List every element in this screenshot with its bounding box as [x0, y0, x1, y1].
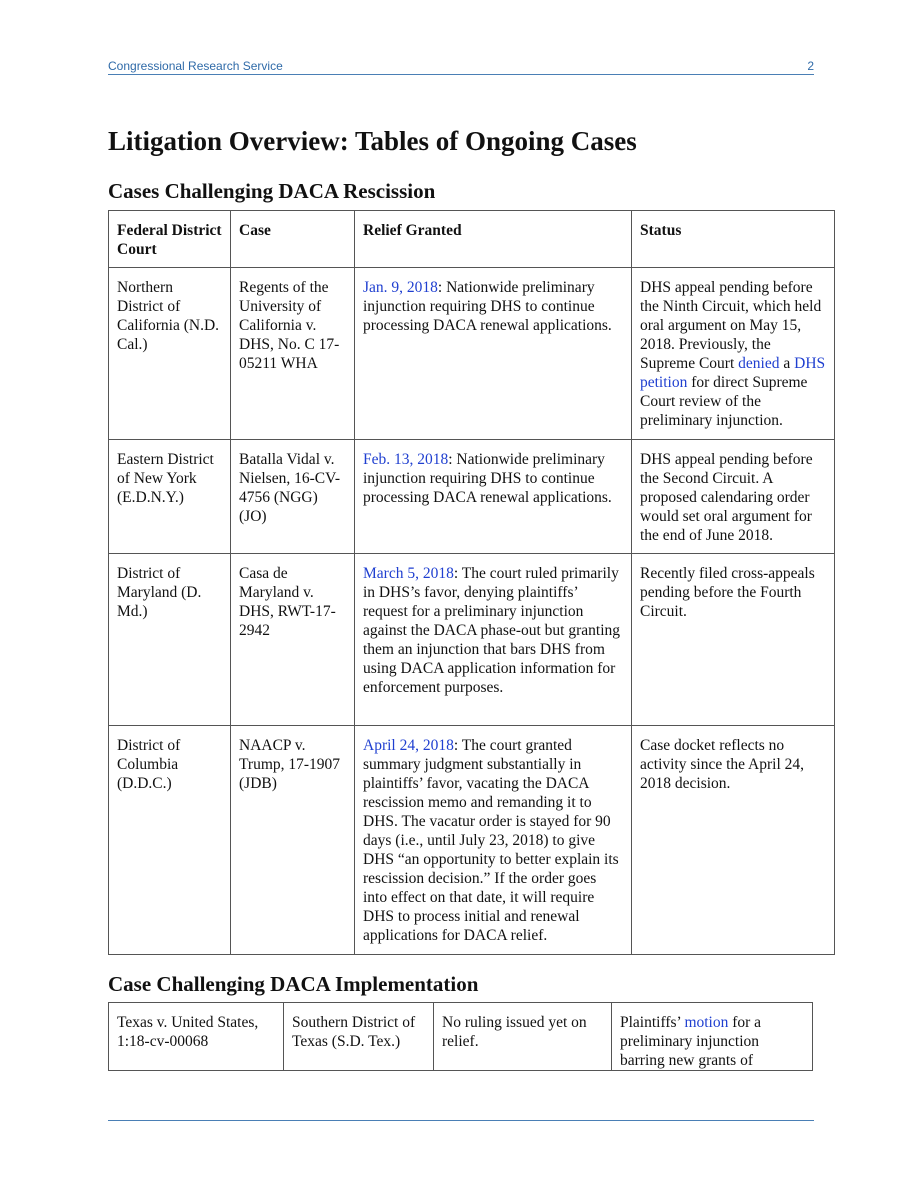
status-text: DHS appeal pending before the Ninth Circuit, which held oral argument on May 15, 2018. Previously, the Supreme Court — [640, 279, 822, 372]
status-cell: DHS appeal pending before the Second Circuit. A proposed calendaring order would set oral argument for the end of June 2018. — [632, 440, 835, 554]
status-cell: Case docket reflects no activity since the April 24, 2018 decision. — [632, 726, 835, 955]
page-title: Litigation Overview: Tables of Ongoing Cases — [108, 126, 637, 156]
relief-cell — [355, 554, 632, 726]
column-header: Federal District Court — [109, 211, 231, 268]
court-cell: District of Maryland (D. Md.) — [109, 554, 231, 726]
relief-cell — [355, 268, 632, 440]
ruling-date-link[interactable]: April 24, 2018 — [363, 737, 454, 754]
ruling-date-link[interactable]: March 5, 2018 — [363, 565, 454, 582]
court-cell: District of Columbia (D.D.C.) — [109, 726, 231, 955]
relief-text: : The court granted summary judgment substantially in plaintiffs’ favor, vacating the DACA rescission memo and remanding it to DHS. The vacatur order is stayed for 90 days (i.e., until July 23, 2018) to give DHS “an opportunity to better explain its rescission decision.” If the order goes into effect on that date, it will require DHS to process initial and renewal applications for DACA relief. — [363, 737, 619, 944]
status-text: a — [779, 355, 795, 372]
column-header: Status — [632, 211, 835, 268]
status-text: for a preliminary injunction barring new grants of — [620, 1014, 762, 1069]
case-cell: Regents of the University of California v. DHS, No. C 17-05211 WHA — [231, 268, 355, 440]
status-text: for direct Supreme Court review of the preliminary injunction. — [640, 374, 808, 429]
denied-link[interactable]: denied — [738, 355, 780, 372]
ruling-date-link[interactable]: Feb. 13, 2018 — [363, 451, 449, 468]
relief-text: : Nationwide preliminary injunction requiring DHS to continue processing DACA renewal applications. — [363, 279, 612, 334]
status-cell — [632, 268, 835, 440]
table-row — [109, 268, 835, 440]
section-heading-rescission: Cases Challenging DACA Rescission — [108, 179, 436, 203]
case-cell: Batalla Vidal v. Nielsen, 16-CV-4756 (NGG) (JO) — [231, 440, 355, 554]
column-header: Case — [231, 211, 355, 268]
section-heading-implementation: Case Challenging DACA Implementation — [108, 972, 479, 996]
court-cell: Eastern District of New York (E.D.N.Y.) — [109, 440, 231, 554]
ruling-date-link[interactable]: Jan. 9, 2018 — [363, 279, 438, 296]
court-cell: Southern District of Texas (S.D. Tex.) — [284, 1003, 434, 1071]
rescission-cases-table — [108, 210, 835, 955]
column-header: Relief Granted — [355, 211, 632, 268]
table-row — [109, 554, 835, 726]
dhs-petition-link[interactable]: DHS petition — [640, 355, 826, 391]
status-text: Plaintiffs’ — [620, 1014, 685, 1031]
header-org: Congressional Research Service — [108, 59, 283, 73]
table-row — [109, 1003, 813, 1071]
page-number: 2 — [807, 59, 814, 73]
case-cell: Casa de Maryland v. DHS, RWT-17-2942 — [231, 554, 355, 726]
running-header — [108, 58, 814, 75]
case-cell: NAACP v. Trump, 17-1907 (JDB) — [231, 726, 355, 955]
status-cell — [612, 1003, 813, 1071]
table-header-row — [109, 211, 835, 268]
table-row — [109, 440, 835, 554]
case-cell: Texas v. United States, 1:18-cv-00068 — [109, 1003, 284, 1071]
status-cell: Recently filed cross-appeals pending before the Fourth Circuit. — [632, 554, 835, 726]
relief-cell — [355, 440, 632, 554]
court-cell: Northern District of California (N.D. Cal.) — [109, 268, 231, 440]
relief-text: : The court ruled primarily in DHS’s favor, denying plaintiffs’ request for a preliminary injunction against the DACA phase-out but granting them an injunction that bars DHS from using DACA application information for enforcement purposes. — [363, 565, 620, 696]
relief-cell: No ruling issued yet on relief. — [434, 1003, 612, 1071]
implementation-cases-table — [108, 1002, 813, 1071]
relief-cell — [355, 726, 632, 955]
table-row — [109, 726, 835, 955]
motion-link[interactable]: motion — [684, 1014, 729, 1031]
relief-text: : Nationwide preliminary injunction requiring DHS to continue processing DACA renewal applications. — [363, 451, 612, 506]
footer-rule — [108, 1120, 814, 1121]
